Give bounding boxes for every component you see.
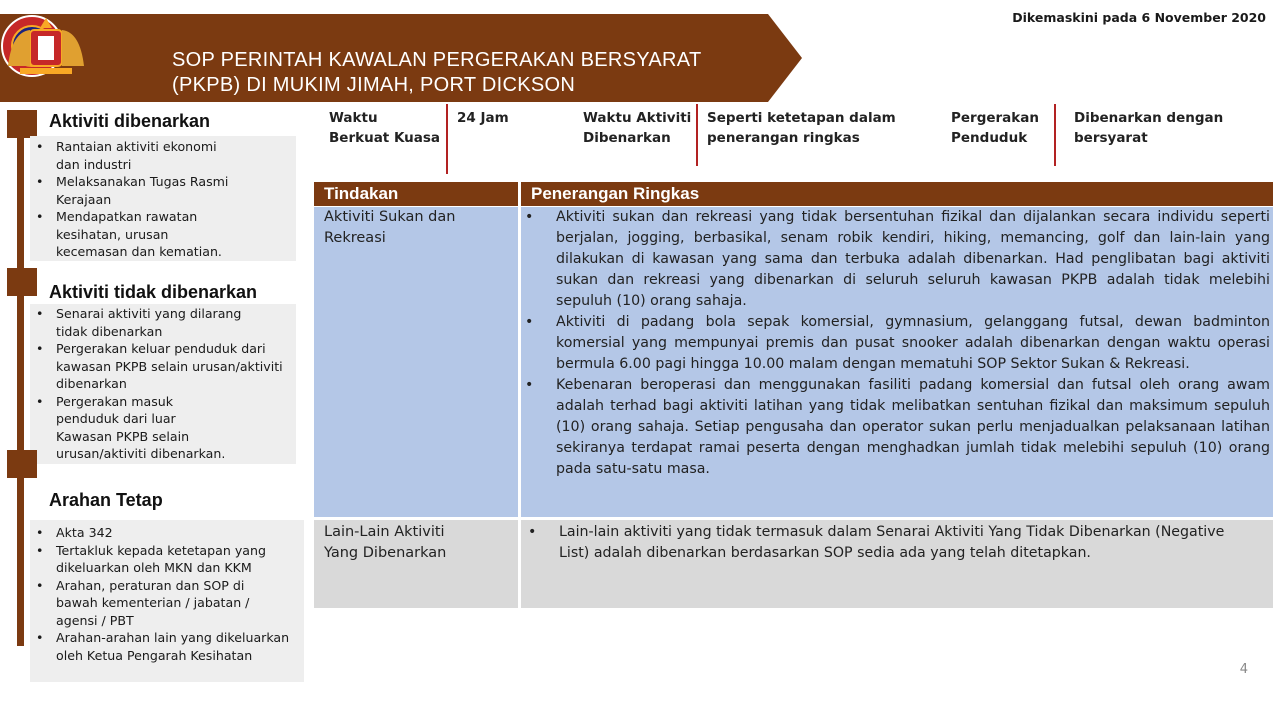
- not-allowed-item: • Senarai aktiviti yang dilarang tidak dibenarkan: [30, 305, 255, 340]
- description-bullet: • Kebenaran beroperasi dan menggunakan fasiliti padang komersial dan futsal oleh orang awam adalah terhad bagi aktiviti latihan yang tidak melibatkan sentuhan fizikal dan maksimum sepuluh (10) orang sahaja. Setiap pengusaha dan operator sukan perlu menjadualkan pelaksanaan latihan sekiranya terdapat ramai peserta dengan menghadkan jumlah tidak melebihi sepuluh (10) orang pada satu-satu masa.: [521, 375, 1270, 480]
- standing-list-box: [30, 520, 304, 682]
- not-allowed-title: Aktiviti tidak dibenarkan: [49, 282, 258, 302]
- info-separator: [696, 104, 698, 166]
- table-header-tindakan: Tindakan: [314, 182, 518, 206]
- title-line-1: SOP PERINTAH KAWALAN PERGERAKAN BERSYARAT: [172, 49, 702, 71]
- left-timeline-bar: [17, 122, 24, 646]
- info-pergerakan-label: Pergerakan Penduduk: [951, 110, 1039, 146]
- allowed-item: • Melaksanakan Tugas Rasmi Kerajaan: [30, 173, 235, 208]
- table-row-1-description: [521, 207, 1270, 480]
- info-waktu-aktiviti-value: Seperti ketetapan dalam penerangan ringkas: [707, 110, 896, 146]
- title-line-2: (PKPB) DI MUKIM JIMAH, PORT DICKSON: [172, 74, 576, 96]
- table-row-1-action: Aktiviti Sukan dan Rekreasi: [324, 209, 456, 246]
- standing-title: Arahan Tetap: [49, 490, 163, 510]
- allowed-title: Aktiviti dibenarkan: [49, 111, 211, 131]
- info-waktu-berkuat-kuasa-label: Waktu Berkuat Kuasa: [329, 110, 441, 146]
- not-allowed-item: • Pergerakan masuk penduduk dari luar Kawasan PKPB selain urusan/aktiviti dibenarkan.: [30, 393, 230, 463]
- info-pergerakan-value: Dibenarkan dengan bersyarat: [1074, 110, 1224, 146]
- page-title: [172, 48, 762, 98]
- allowed-list-box: [30, 136, 296, 261]
- header-banner: [0, 14, 802, 102]
- table-row-2-description: [524, 522, 1254, 564]
- standing-item: • Tertakluk kepada ketetapan yang dikeluarkan oleh MKN dan KKM: [30, 542, 304, 577]
- table-header-penerangan: Penerangan Ringkas: [521, 182, 1273, 206]
- not-allowed-item: • Pergerakan keluar penduduk dari kawasan PKPB selain urusan/aktiviti dibenarkan: [30, 340, 296, 393]
- allowed-item: • Rantaian aktiviti ekonomi dan industri: [30, 138, 235, 173]
- table-row-1-action-cell: [314, 207, 518, 517]
- section-marker-allowed: [7, 110, 37, 138]
- allowed-item: • Mendapatkan rawatan kesihatan, urusan kecemasan dan kematian.: [30, 208, 235, 261]
- page-number: 4: [1239, 662, 1248, 677]
- info-separator: [1054, 104, 1056, 166]
- section-marker-standing: [7, 450, 37, 478]
- not-allowed-list-box: [30, 304, 296, 464]
- description-bullet: • Aktiviti di padang bola sepak komersial, gymnasium, gelanggang futsal, dewan badminton komersial yang mempunyai premis dan pusat snooker adalah dibenarkan dengan waktu operasi bermula 6.00 pagi hingga 10.00 malam dengan mematuhi SOP Sektor Sukan & Rekreasi.: [521, 312, 1270, 375]
- updated-date: Dikemaskini pada 6 November 2020: [1012, 10, 1266, 25]
- section-marker-not-allowed: [7, 268, 37, 296]
- jata-negara-logo: [0, 14, 92, 78]
- standing-item: • Arahan-arahan lain yang dikeluarkan oleh Ketua Pengarah Kesihatan: [30, 629, 290, 664]
- description-bullet: • Lain-lain aktiviti yang tidak termasuk dalam Senarai Aktiviti Yang Tidak Dibenarkan (Negative List) adalah dibenarkan berdasarkan SOP sedia ada yang telah ditetapkan.: [524, 522, 1254, 564]
- info-waktu-berkuat-kuasa-value: 24 Jam: [457, 110, 509, 126]
- info-waktu-aktiviti-label: Waktu Aktiviti Dibenarkan: [583, 110, 692, 146]
- description-bullet: • Aktiviti sukan dan rekreasi yang tidak bersentuhan fizikal dan dijalankan secara individu seperti berjalan, jogging, berbasikal, senam robik kendiri, hiking, memancing, golf dan lain-lain yang dilakukan di kawasan yang sama dan terbuka adalah dibenarkan. Had penglibatan bagi aktiviti sukan dan rekreasi yang dibenarkan di seluruh seluruh kawasan PKPB adalah tidak melebihi sepuluh (10) orang sahaja.: [521, 207, 1270, 312]
- standing-item: • Akta 342: [30, 524, 304, 542]
- info-separator: [446, 104, 448, 174]
- standing-item: • Arahan, peraturan dan SOP di bawah kementerian / jabatan / agensi / PBT: [30, 577, 280, 630]
- table-row-2-action: Lain-Lain Aktiviti Yang Dibenarkan: [324, 524, 447, 561]
